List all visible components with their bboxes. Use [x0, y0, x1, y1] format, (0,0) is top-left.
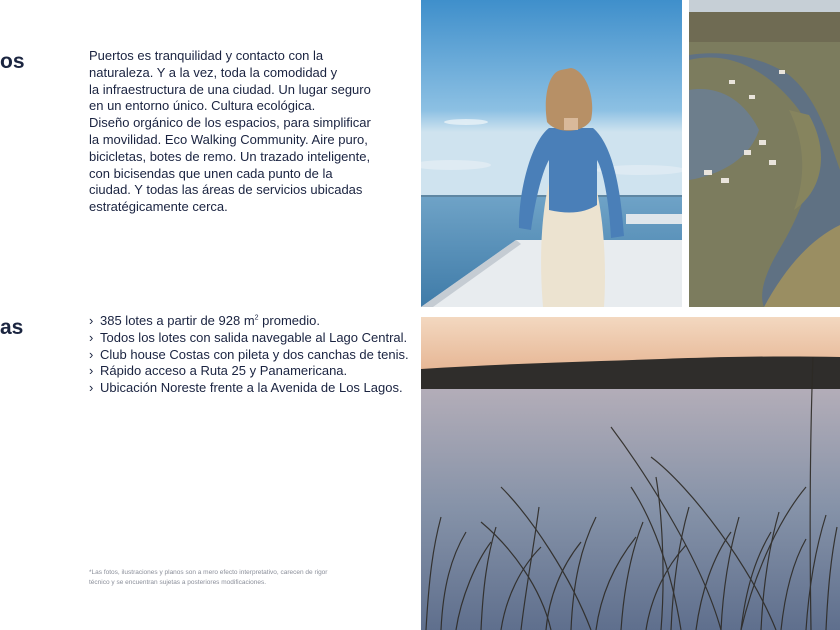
photo-lake-with-reeds: [421, 317, 840, 630]
feature-item-lots: [89, 313, 414, 330]
intro-line: estratégicamente cerca.: [89, 199, 228, 215]
disclaimer-line: técnico y se encuentran sujetas a posteriores modificaciones.: [89, 579, 267, 586]
intro-line: naturaleza. Y a la vez, toda la comodidad y: [89, 64, 338, 80]
intro-line: Diseño orgánico de los espacios, para simplificar: [89, 115, 371, 131]
section-heading-fragment-1: os: [0, 50, 25, 73]
intro-line: bicicletas, botes de remo. Un trazado inteligente,: [89, 148, 371, 164]
photo-woman-on-pier: [421, 0, 682, 307]
disclaimer-line: *Las fotos, ilustraciones y planos son a mero efecto interpretativo, carecen de rigor: [89, 569, 328, 576]
intro-line: Puertos es tranquilidad y contacto con la: [89, 48, 324, 63]
intro-line: ciudad. Y todas las áreas de servicios ubicadas: [89, 182, 363, 198]
intro-line: la movilidad. Eco Walking Community. Aire puro,: [89, 131, 368, 147]
feature-lots-suffix: promedio.: [258, 313, 320, 328]
features-list: [89, 313, 414, 397]
intro-line: con bicisendas que unen cada punto de la: [89, 165, 333, 181]
intro-line: en un entorno único. Cultura ecológica.: [89, 98, 316, 114]
feature-item-club-house: › Club house Costas con pileta y dos canchas de tenis.: [89, 347, 414, 364]
section-heading-fragment-2: as: [0, 316, 24, 339]
intro-line: la infraestructura de una ciudad. Un lugar seguro: [89, 81, 371, 97]
feature-item-access: › Rápido acceso a Ruta 25 y Panamericana.: [89, 363, 414, 380]
feature-item-location: › Ubicación Noreste frente a la Avenida de Los Lagos.: [89, 380, 414, 397]
superscript-squared: 2: [254, 314, 259, 322]
feature-item-navigable: › Todos los lotes con salida navegable al Lago Central.: [89, 330, 414, 347]
intro-paragraph: [89, 48, 379, 216]
disclaimer-note: [89, 568, 389, 588]
photo-aerial-waterways: [689, 0, 840, 307]
feature-lots-text: 385 lotes a partir de 928 m: [100, 313, 255, 328]
